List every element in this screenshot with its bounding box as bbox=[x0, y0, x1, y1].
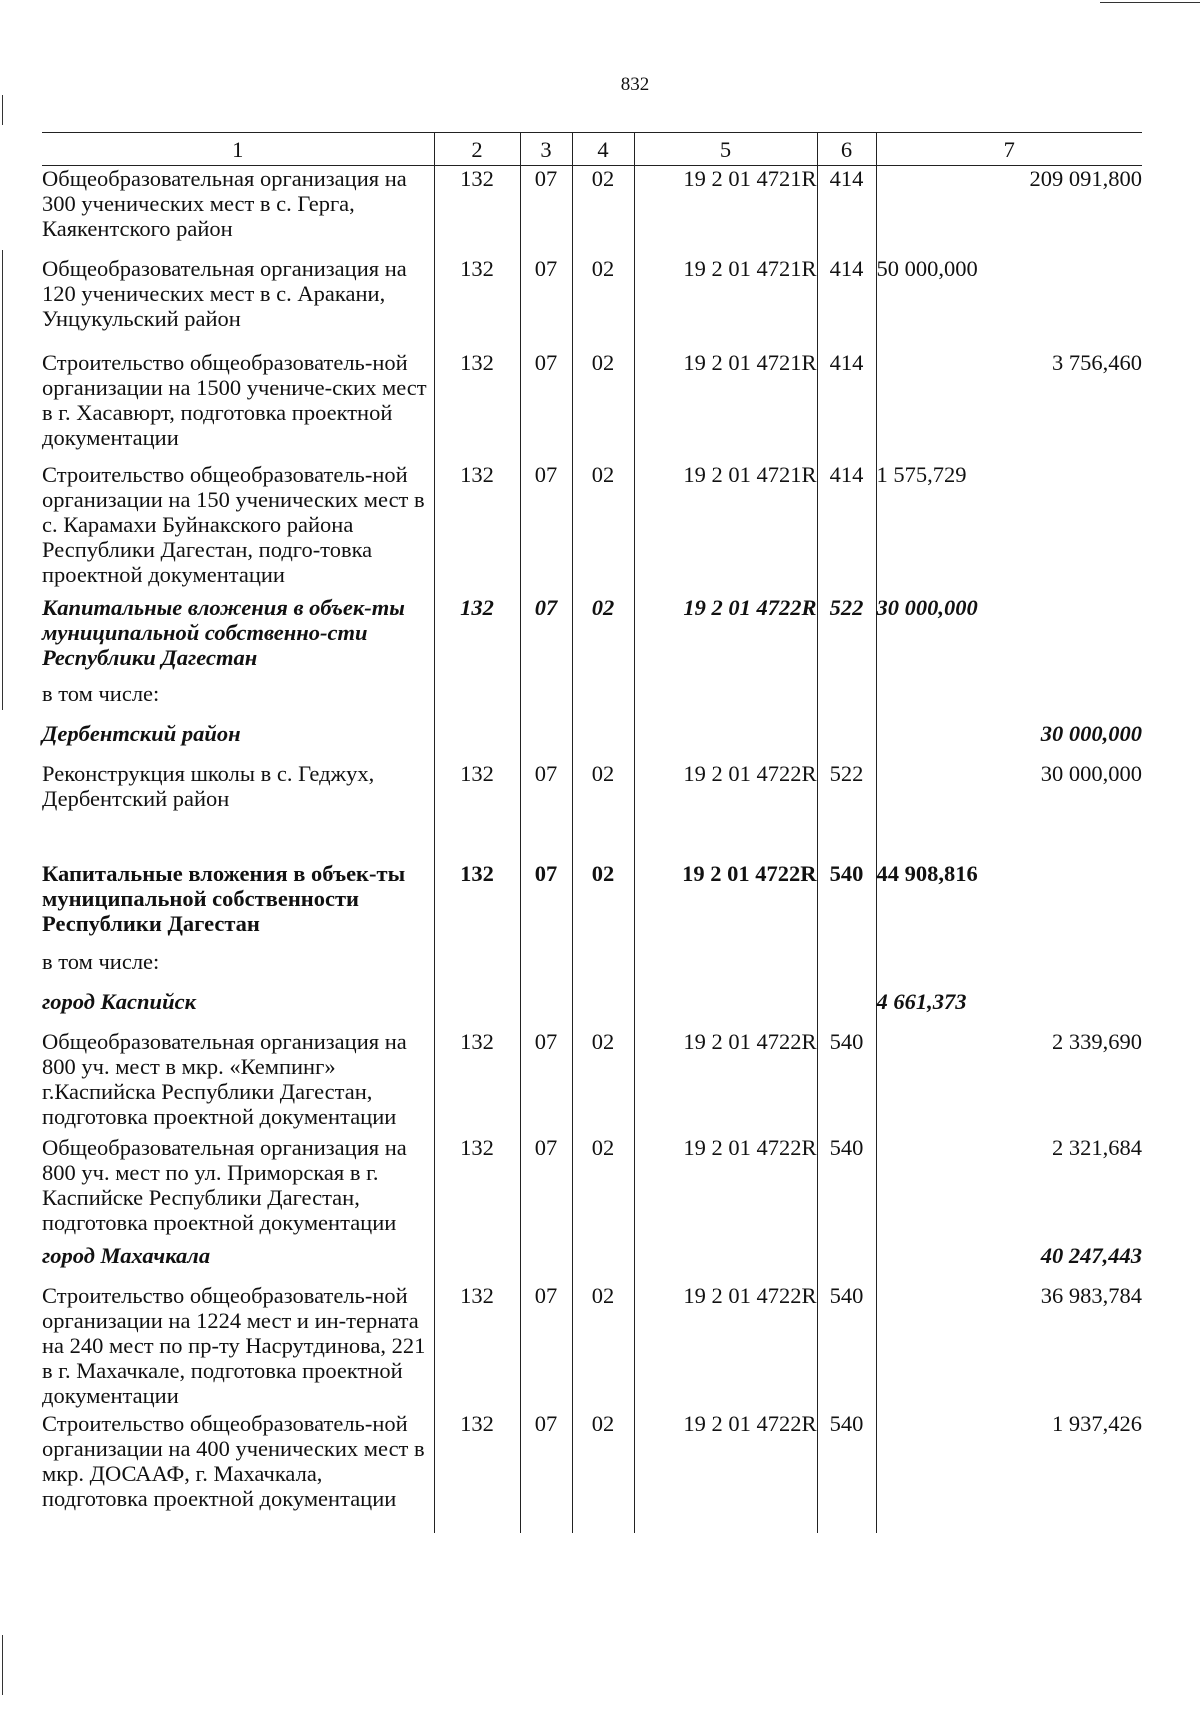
subsection-code: 02 bbox=[572, 761, 634, 861]
target-code: 19 2 01 4722R bbox=[634, 861, 817, 949]
table-row bbox=[42, 1029, 1142, 1135]
page-number: 832 bbox=[620, 74, 650, 95]
section-code: 07 bbox=[520, 595, 572, 681]
expense-type-code bbox=[817, 1243, 876, 1283]
item-name: в том числе: bbox=[42, 948, 160, 974]
subsection-code: 02 bbox=[572, 1135, 634, 1243]
section-code: 07 bbox=[520, 1135, 572, 1243]
subsection-code bbox=[572, 721, 634, 761]
target-code: 19 2 01 4722R bbox=[634, 595, 817, 681]
amount: 30 000,000 bbox=[876, 721, 1142, 761]
expense-type-code: 522 bbox=[817, 761, 876, 861]
expense-type-code: 540 bbox=[817, 1411, 876, 1533]
amount: 2 321,684 bbox=[876, 1135, 1142, 1243]
section-code bbox=[520, 721, 572, 761]
amount: 36 983,784 bbox=[876, 1283, 1142, 1411]
admin-code: 132 bbox=[434, 1029, 520, 1135]
table-row bbox=[42, 761, 1142, 861]
column-header: 7 bbox=[876, 133, 1142, 166]
column-header: 2 bbox=[434, 133, 520, 166]
table-row bbox=[42, 949, 1142, 989]
admin-code: 132 bbox=[434, 166, 520, 256]
table-row bbox=[42, 989, 1142, 1029]
table-row bbox=[42, 681, 1142, 721]
target-code: 19 2 01 4721R bbox=[634, 166, 817, 256]
expense-type-code: 414 bbox=[817, 256, 876, 350]
table-row bbox=[42, 595, 1142, 681]
amount bbox=[876, 949, 1142, 989]
target-code: 19 2 01 4722R bbox=[634, 1283, 817, 1411]
subsection-code: 02 bbox=[572, 256, 634, 350]
table-row bbox=[42, 350, 1142, 462]
subsection-code: 02 bbox=[572, 595, 634, 681]
subsection-code: 02 bbox=[572, 1411, 634, 1533]
subsection-code: 02 bbox=[572, 462, 634, 595]
item-name: Общеобразовательная организация на 800 уч. мест по ул. Приморская в г. Каспийске Республики Дагестан, подготовка проектной документации bbox=[42, 1134, 407, 1235]
expense-type-code: 540 bbox=[817, 1029, 876, 1135]
target-code bbox=[634, 721, 817, 761]
expense-type-code bbox=[817, 949, 876, 989]
amount: 44 908,816 bbox=[876, 861, 1142, 949]
admin-code: 132 bbox=[434, 462, 520, 595]
item-name: Общеобразовательная организация на 120 ученических мест в с. Аракани, Унцукульский район bbox=[42, 255, 407, 331]
table-row bbox=[42, 1411, 1142, 1533]
table-row bbox=[42, 1283, 1142, 1411]
target-code: 19 2 01 4721R bbox=[634, 350, 817, 462]
item-name: Капитальные вложения в объек-ты муниципальной собственности Республики Дагестан bbox=[42, 860, 406, 936]
expense-type-code bbox=[817, 989, 876, 1029]
amount: 30 000,000 bbox=[876, 761, 1142, 861]
admin-code: 132 bbox=[434, 350, 520, 462]
table-row bbox=[42, 721, 1142, 761]
table-row bbox=[42, 256, 1142, 350]
subsection-code: 02 bbox=[572, 1029, 634, 1135]
section-code: 07 bbox=[520, 1029, 572, 1135]
section-code: 07 bbox=[520, 761, 572, 861]
admin-code: 132 bbox=[434, 256, 520, 350]
column-header: 3 bbox=[520, 133, 572, 166]
budget-table bbox=[42, 132, 1142, 1533]
expense-type-code: 414 bbox=[817, 462, 876, 595]
admin-code bbox=[434, 989, 520, 1029]
subsection-code bbox=[572, 681, 634, 721]
table-row bbox=[42, 861, 1142, 949]
item-name: Общеобразовательная организация на 300 ученических мест в с. Герга, Каякентского район bbox=[42, 166, 407, 241]
admin-code: 132 bbox=[434, 761, 520, 861]
item-name: Общеобразовательная организация на 800 уч. мест в мкр. «Кемпинг» г.Каспийска Республики Дагестан, подготовка проектной документации bbox=[42, 1028, 407, 1129]
section-code: 07 bbox=[520, 1283, 572, 1411]
item-name: в том числе: bbox=[42, 680, 160, 706]
section-code bbox=[520, 949, 572, 989]
item-name: Строительство общеобразователь-ной организации на 1500 учениче-ских мест в г. Хасавюрт, подготовка проектной документации bbox=[42, 349, 427, 450]
target-code: 19 2 01 4721R bbox=[634, 256, 817, 350]
section-code: 07 bbox=[520, 350, 572, 462]
admin-code bbox=[434, 1243, 520, 1283]
subsection-code: 02 bbox=[572, 166, 634, 256]
item-name: город Каспийск bbox=[42, 988, 196, 1014]
amount bbox=[876, 681, 1142, 721]
amount: 1 937,426 bbox=[876, 1411, 1142, 1533]
admin-code bbox=[434, 949, 520, 989]
section-code: 07 bbox=[520, 462, 572, 595]
target-code: 19 2 01 4722R bbox=[634, 1411, 817, 1533]
table-row bbox=[42, 1135, 1142, 1243]
target-code bbox=[634, 681, 817, 721]
section-code bbox=[520, 681, 572, 721]
admin-code: 132 bbox=[434, 1135, 520, 1243]
margin-mark bbox=[2, 1635, 3, 1695]
item-name: Строительство общеобразователь-ной организации на 1224 мест и ин-терната на 240 мест по пр-ту Насрутдинова, 221 в г. Махачкале, подготовка проектной документации bbox=[42, 1282, 426, 1408]
admin-code: 132 bbox=[434, 1411, 520, 1533]
admin-code bbox=[434, 681, 520, 721]
expense-type-code bbox=[817, 681, 876, 721]
item-name: Строительство общеобразователь-ной организации на 400 ученических мест в мкр. ДОСААФ, г. Махачкала, подготовка проектной документации bbox=[42, 1410, 425, 1511]
target-code bbox=[634, 949, 817, 989]
expense-type-code: 540 bbox=[817, 1283, 876, 1411]
item-name: Строительство общеобразователь-ной организации на 150 ученических мест в с. Карамахи Буйнакского района Республики Дагестан, подго-товка проектной документации bbox=[42, 461, 425, 587]
table-row bbox=[42, 462, 1142, 595]
target-code: 19 2 01 4722R bbox=[634, 761, 817, 861]
expense-type-code: 522 bbox=[817, 595, 876, 681]
column-header: 6 bbox=[817, 133, 876, 166]
item-name: Реконструкция школы в с. Геджух, Дербентский район bbox=[42, 760, 375, 811]
admin-code: 132 bbox=[434, 595, 520, 681]
target-code: 19 2 01 4722R bbox=[634, 1135, 817, 1243]
subsection-code: 02 bbox=[572, 861, 634, 949]
amount: 40 247,443 bbox=[876, 1243, 1142, 1283]
item-name: Дербентский район bbox=[42, 720, 241, 746]
amount: 30 000,000 bbox=[876, 595, 1142, 681]
subsection-code: 02 bbox=[572, 350, 634, 462]
admin-code bbox=[434, 721, 520, 761]
section-code bbox=[520, 989, 572, 1029]
section-code: 07 bbox=[520, 166, 572, 256]
amount: 4 661,373 bbox=[876, 989, 1142, 1029]
target-code bbox=[634, 989, 817, 1029]
amount: 2 339,690 bbox=[876, 1029, 1142, 1135]
subsection-code bbox=[572, 1243, 634, 1283]
expense-type-code: 414 bbox=[817, 350, 876, 462]
amount: 50 000,000 bbox=[876, 256, 1142, 350]
column-header: 5 bbox=[634, 133, 817, 166]
target-code bbox=[634, 1243, 817, 1283]
top-rule bbox=[1100, 2, 1200, 3]
amount: 3 756,460 bbox=[876, 350, 1142, 462]
item-name: город Махачкала bbox=[42, 1242, 211, 1268]
target-code: 19 2 01 4721R bbox=[634, 462, 817, 595]
expense-type-code: 540 bbox=[817, 861, 876, 949]
expense-type-code: 540 bbox=[817, 1135, 876, 1243]
item-name: Капитальные вложения в объек-ты муниципальной собственно-сти Республики Дагестан bbox=[42, 594, 405, 670]
expense-type-code: 414 bbox=[817, 166, 876, 256]
column-header: 1 bbox=[42, 133, 434, 166]
table-row bbox=[42, 166, 1142, 256]
column-header: 4 bbox=[572, 133, 634, 166]
subsection-code: 02 bbox=[572, 1283, 634, 1411]
subsection-code bbox=[572, 949, 634, 989]
header-row bbox=[42, 133, 1142, 166]
margin-mark bbox=[2, 250, 3, 710]
admin-code: 132 bbox=[434, 1283, 520, 1411]
section-code bbox=[520, 1243, 572, 1283]
section-code: 07 bbox=[520, 256, 572, 350]
margin-mark bbox=[2, 95, 3, 125]
admin-code: 132 bbox=[434, 861, 520, 949]
subsection-code bbox=[572, 989, 634, 1029]
expense-type-code bbox=[817, 721, 876, 761]
section-code: 07 bbox=[520, 861, 572, 949]
section-code: 07 bbox=[520, 1411, 572, 1533]
amount: 209 091,800 bbox=[876, 166, 1142, 256]
target-code: 19 2 01 4722R bbox=[634, 1029, 817, 1135]
table-row bbox=[42, 1243, 1142, 1283]
amount: 1 575,729 bbox=[876, 462, 1142, 595]
